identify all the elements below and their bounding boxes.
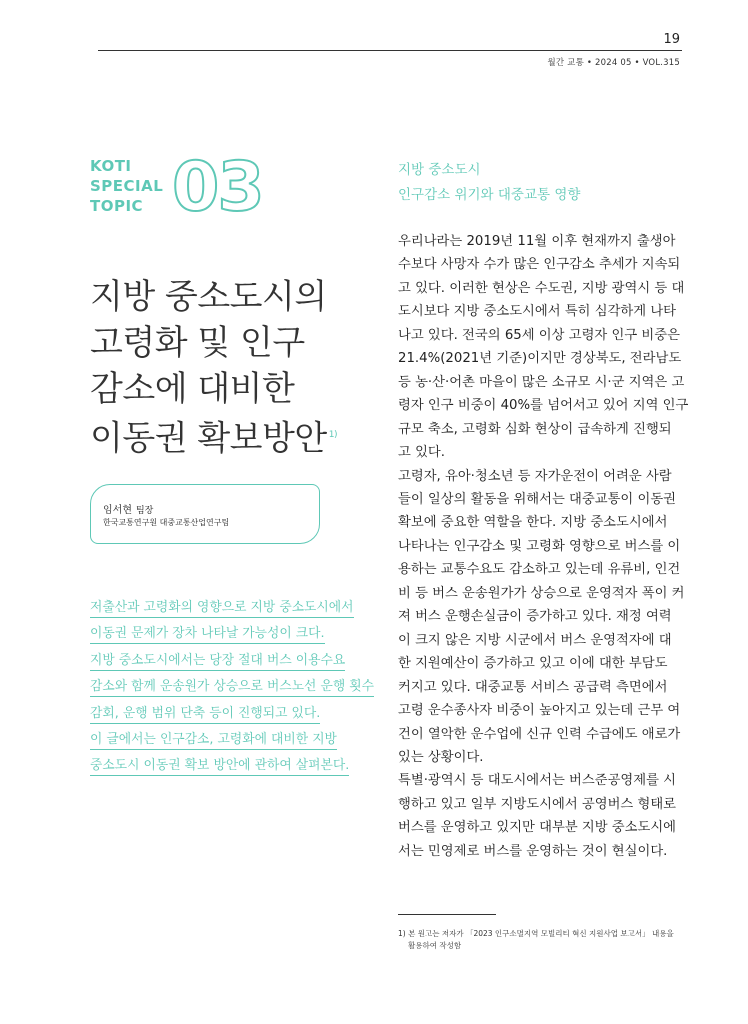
title-line-2: 고령화 및 인구 bbox=[90, 323, 305, 363]
body-line: 21.4%(2021년 기준)이지만 경상북도, 전라남도 bbox=[398, 351, 682, 367]
author-role: 팀장 bbox=[135, 506, 154, 516]
title-line-1: 지방 중소도시의 bbox=[90, 277, 327, 317]
body-line: 버스를 운영하고 있지만 대부분 지방 중소도시에 bbox=[398, 820, 677, 836]
issue-info: 월간 교통 • 2024 05 • VOL.315 bbox=[547, 58, 680, 68]
body-line: 행하고 있고 일부 지방도시에서 공영버스 형태로 bbox=[398, 796, 677, 812]
footnote-rule bbox=[398, 914, 496, 915]
body-line: 우리나라는 2019년 11월 이후 현재까지 출생아 bbox=[398, 234, 676, 249]
title-footnote-mark: 1) bbox=[328, 430, 337, 440]
body-line: 령자 인구 비중이 40%를 넘어서고 있어 지역 인구 bbox=[398, 398, 689, 414]
topic-number bbox=[172, 148, 263, 227]
section-heading bbox=[398, 158, 580, 208]
body-line: 커지고 있다. 대중교통 서비스 공급력 측면에서 bbox=[398, 679, 668, 695]
body-line: 용하는 교통수요도 감소하고 있는데 유류비, 인건 bbox=[398, 562, 681, 578]
body-line: 들이 일상의 활동을 위해서는 대중교통이 이동권 bbox=[398, 491, 677, 507]
page-number: 19 bbox=[663, 32, 680, 47]
summary-line: 이동권 문제가 장차 나타날 가능성이 크다. bbox=[90, 624, 325, 644]
body-line: 등 농·산·어촌 마을이 많은 소규모 시·군 지역은 고 bbox=[398, 374, 685, 390]
footnote-line-1: 1) 본 원고는 저자가 「2023 인구소멸지역 모빌리티 혁신 지원사업 보고서」 내용을 bbox=[398, 929, 674, 938]
title-line-3: 감소에 대비한 bbox=[90, 369, 295, 409]
body-line: 나고 있다. 전국의 65세 이상 고령자 인구 비중은 bbox=[398, 327, 680, 343]
article-title bbox=[90, 274, 380, 461]
body-line: 고 있다. bbox=[398, 445, 445, 461]
body-line: 규모 축소, 고령화 심화 현상이 급속하게 진행되 bbox=[398, 421, 672, 437]
body-line: 수보다 사망자 수가 많은 인구감소 추세가 지속되 bbox=[398, 257, 681, 273]
badge-line-koti: KOTI bbox=[90, 157, 132, 175]
topic-number-text: 03 bbox=[172, 148, 263, 227]
badge-line-topic: TOPIC bbox=[90, 197, 144, 215]
body-line: 도시보다 지방 중소도시에서 특히 심각하게 나타 bbox=[398, 304, 677, 320]
body-line: 서는 민영제로 버스를 운영하는 것이 현실이다. bbox=[398, 843, 668, 859]
header-rule bbox=[98, 50, 682, 51]
summary-line: 감소와 함께 운송원가 상승으로 버스노선 운행 횟수 bbox=[90, 677, 374, 697]
body-line: 고령 운수종사자 비중이 높아지고 있는데 근무 여 bbox=[398, 703, 681, 719]
summary-line: 중소도시 이동권 확보 방안에 관하여 살펴본다. bbox=[90, 756, 349, 776]
body-line: 져 버스 운행손실금이 증가하고 있다. 재정 여력 bbox=[398, 609, 672, 625]
body-line: 있는 상황이다. bbox=[398, 749, 484, 765]
body-line: 확보에 중요한 역할을 한다. 지방 중소도시에서 bbox=[398, 515, 668, 531]
section-heading-line-2: 인구감소 위기와 대중교통 영향 bbox=[398, 187, 581, 203]
footnote bbox=[398, 928, 682, 952]
summary-line: 이 글에서는 인구감소, 고령화에 대비한 지방 bbox=[90, 730, 337, 750]
author-name: 임서현 bbox=[103, 505, 132, 516]
body-line: 고 있다. 이러한 현상은 수도권, 지방 광역시 등 대 bbox=[398, 280, 685, 296]
body-line: 특별·광역시 등 대도시에서는 버스준공영제를 시 bbox=[398, 773, 677, 789]
author-organization: 한국교통연구원 대중교통산업연구팀 bbox=[103, 518, 230, 527]
badge-line-special: SPECIAL bbox=[90, 177, 164, 195]
body-line: 이 크지 않은 지방 시군에서 버스 운영적자에 대 bbox=[398, 632, 672, 648]
section-heading-line-1: 지방 중소도시 bbox=[398, 162, 481, 178]
author-box bbox=[90, 484, 320, 544]
footnote-line-2: 활용하여 작성함 bbox=[408, 941, 462, 950]
body-line: 한 지원예산이 증가하고 있고 이에 대한 부담도 bbox=[398, 656, 668, 672]
body-line: 나타나는 인구감소 및 고령화 영향으로 버스를 이 bbox=[398, 538, 681, 554]
summary-line: 저출산과 고령화의 영향으로 지방 중소도시에서 bbox=[90, 598, 354, 618]
summary-line: 감회, 운행 범위 단축 등이 진행되고 있다. bbox=[90, 704, 320, 724]
koti-special-topic-label bbox=[90, 156, 163, 216]
summary-line: 지방 중소도시에서는 당장 절대 버스 이용수요 bbox=[90, 651, 345, 671]
title-line-4: 이동권 확보방안 bbox=[90, 418, 327, 459]
body-line: 비 등 버스 운송원가가 상승으로 운영적자 폭이 커 bbox=[398, 585, 685, 601]
body-line: 고령자, 유아·청소년 등 자가운전이 어려운 사람 bbox=[398, 468, 672, 484]
body-text bbox=[398, 230, 689, 863]
body-line: 건이 열악한 운수업에 신규 인력 수급에도 애로가 bbox=[398, 726, 681, 742]
article-summary bbox=[90, 596, 380, 781]
